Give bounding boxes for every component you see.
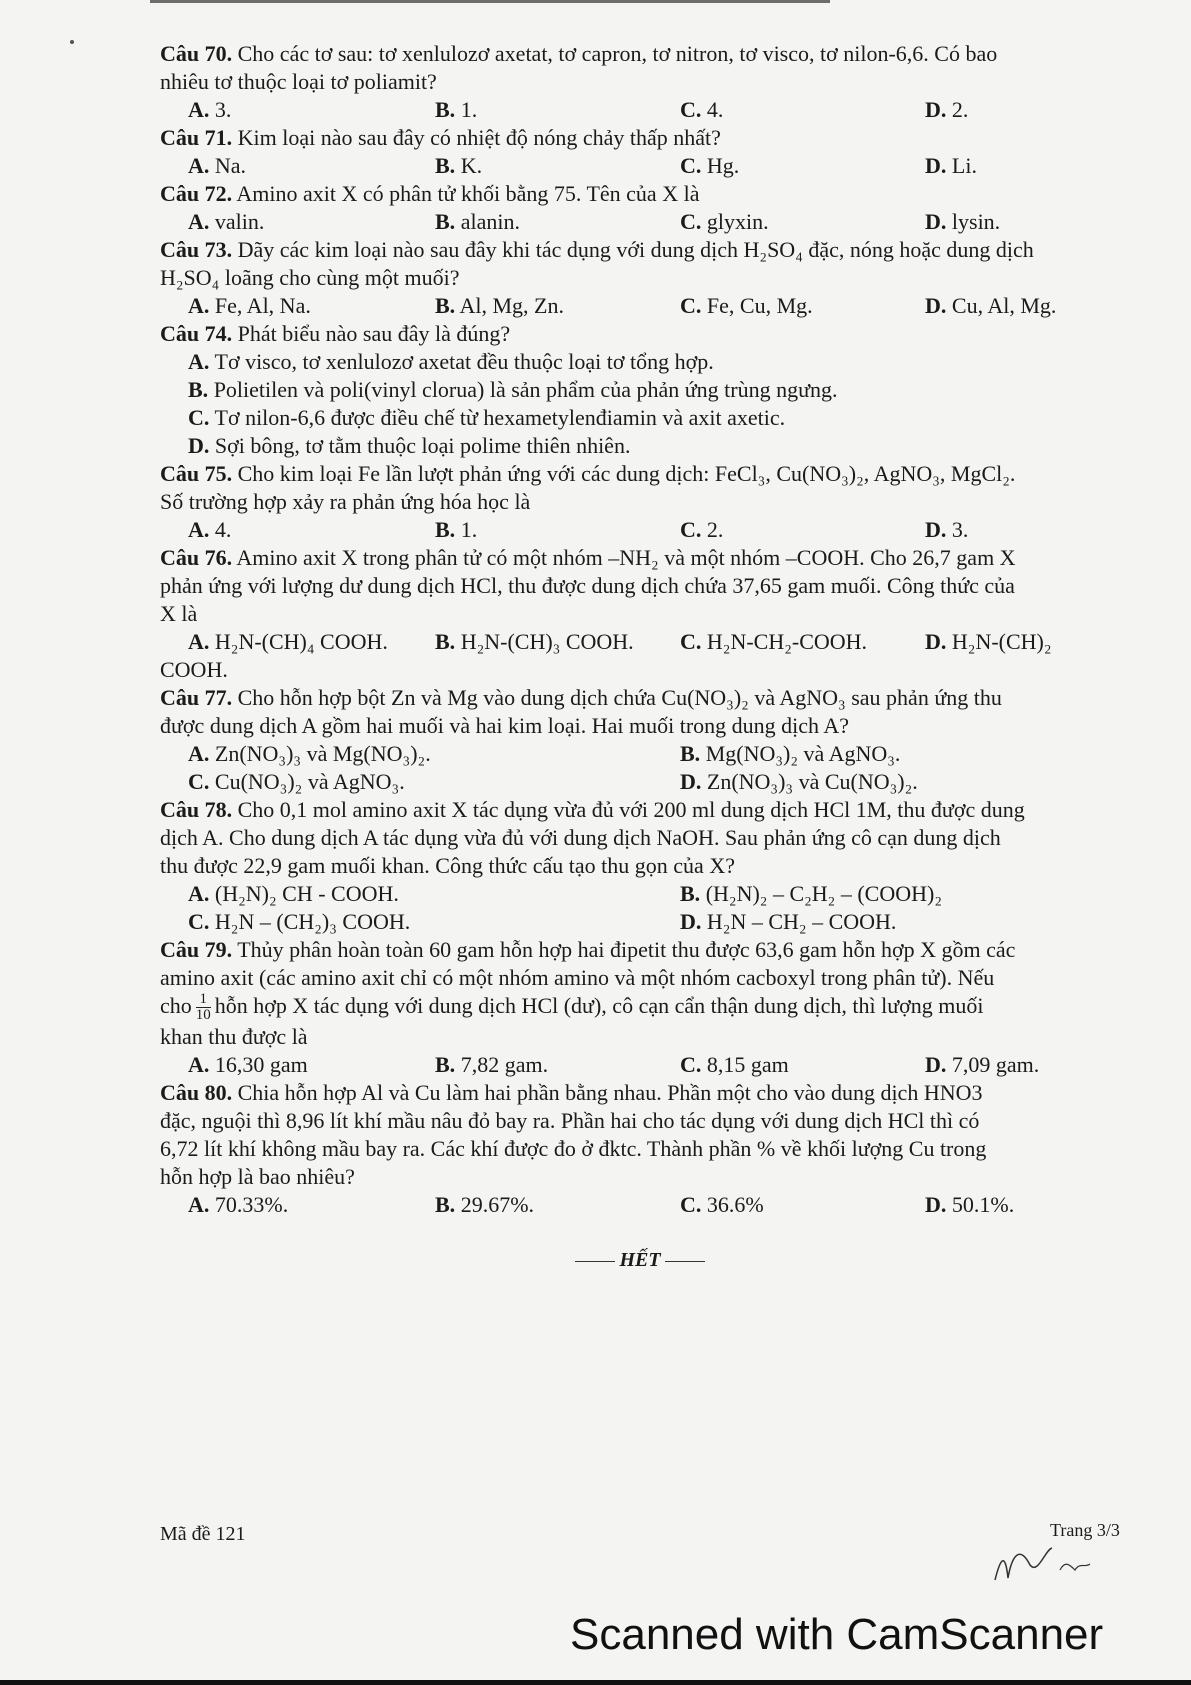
question-text-line [160,1163,1120,1191]
question-text: Amino axit X có phân tử khối bằng 75. Tên của X là [236,181,700,206]
option-text: Hg. [706,153,740,178]
option-letter: C. [188,769,210,794]
option-letter: A. [188,881,210,906]
option-c [188,908,410,936]
question-text: H₂SO₄ loãng cho cùng một muối? [160,265,460,290]
option-c [188,768,405,796]
question-text: Chia hỗn hợp Al và Cu làm hai phần bằng nhau. Phần một cho vào dung dịch HNO3 [237,1080,983,1106]
option-text: 4. [706,97,724,122]
option-text: 3. [214,97,232,122]
option-text: 4. [214,517,232,542]
option-text: glyxin. [706,209,769,234]
question-text: Phát biểu nào sau đây là đúng? [237,321,511,346]
question-79 [160,936,1120,1079]
question-text-line [160,964,1120,992]
option-d [925,96,968,124]
option-d [925,1051,1039,1079]
option-letter: A. [188,741,210,766]
option-c [680,516,723,544]
option-letter: D. [680,769,702,794]
question-text: Cho 0,1 mol amino axit X tác dụng vừa đủ với 200 ml dung dịch HCl 1M, thu được dung [237,797,1025,822]
question-text-line [160,460,1120,488]
question-text: đặc, nguội thì 8,96 lít khí mầu nâu đỏ bay ra. Phần hai cho tác dụng với dung dịch HCl thì có [160,1108,980,1134]
option-text: Fe, Cu, Mg. [706,293,813,318]
option-d [680,908,896,936]
question-number: Câu 71. [160,125,233,150]
option-text: 29.67%. [460,1192,535,1218]
question-text-line [160,852,1120,880]
option-c [680,1051,789,1079]
question-number: Câu 77. [160,685,233,710]
option-letter: C. [680,629,702,654]
option-b [435,292,564,320]
option-a [188,628,388,656]
option-text: Mg(NO₃)₂ và AgNO₃. [705,741,901,766]
option-text: Fe, Al, Na. [214,293,311,318]
option-continuation [160,656,1120,684]
question-text-line [160,1023,1120,1051]
exam-code: Mã đề 121 [160,1523,246,1545]
option-text: 7,82 gam. [460,1052,549,1078]
option-text: H₂N-CH₂-COOH. [706,629,868,654]
option-letter: B. [680,881,701,906]
question-text: amino axit (các amino axit chỉ có một nhóm amino và một nhóm cacboxyl trong phân tử). Nếu [160,965,995,990]
option-letter: A. [188,1052,210,1078]
option-c [160,404,1120,432]
option-text: 3. [951,517,969,542]
question-text-line [160,824,1120,852]
option-letter: B. [680,741,701,766]
page-number: Trang 3/3 [1050,1520,1120,1540]
option-text: Tơ visco, tơ xenlulozơ axetat đều thuộc loại tơ tổng hợp. [214,349,714,374]
option-c [680,208,769,236]
option-text: 8,15 gam [706,1052,789,1078]
option-a [188,96,231,124]
scan-bottom-edge [0,1680,1191,1685]
option-text: alanin. [460,209,520,234]
option-text: Al, Mg, Zn. [459,293,564,318]
question-text-line [160,992,1120,1023]
option-letter: B. [435,1192,456,1218]
question-text: Số trường hợp xảy ra phản ứng hóa học là [160,489,531,514]
option-letter: C. [680,1052,702,1078]
question-71 [160,124,1120,180]
question-text: Kim loại nào sau đây có nhiệt độ nóng chảy thấp nhất? [237,125,721,150]
option-letter: C. [680,209,702,234]
option-letter: A. [188,153,210,178]
option-c [680,292,813,320]
option-c [680,1191,764,1219]
option-text: valin. [214,209,265,234]
option-text: 36.6% [706,1192,764,1218]
option-letter: C. [188,405,210,430]
option-text: Na. [214,153,247,178]
question-text: hỗn hợp X tác dụng với dung dịch HCl (dư), cô cạn cẩn thận dung dịch, thì lượng muối [214,993,984,1018]
options-row [160,880,1120,908]
question-text: nhiêu tơ thuộc loại tơ poliamit? [160,69,437,94]
question-text: Cho kim loại Fe lần lượt phản ứng với các dung dịch: FeCl₃, Cu(NO₃)₂, AgNO₃, MgCl₂. [237,461,1016,486]
question-text-line [160,936,1120,964]
question-text: cho [160,993,192,1018]
question-text: Cho các tơ sau: tơ xenlulozơ axetat, tơ capron, tơ nitron, tơ visco, tơ nilon-6,6. Có bao [237,41,998,66]
question-text-line [160,180,1120,208]
question-text-line [160,1135,1120,1163]
question-77 [160,684,1120,796]
option-letter: B. [435,97,456,122]
option-text: Li. [951,153,977,178]
option-text: Zn(NO₃)₃ và Cu(NO₃)₂. [706,769,918,794]
option-text: H₂N-(CH)₄ COOH. [214,629,388,654]
option-d [680,768,918,796]
option-letter: A. [188,97,210,122]
option-a [188,880,399,908]
option-text: H₂N – CH₂ – COOH. [706,909,897,934]
question-text-line [160,1079,1120,1107]
option-letter: D. [925,517,947,542]
question-number: Câu 72. [160,181,233,206]
options-row [160,768,1120,796]
option-letter: A. [188,1192,210,1218]
option-b [680,740,900,768]
fraction-numerator: 1 [196,992,211,1008]
scan-speck [70,40,74,44]
option-text: H₂N – (CH₂)₃ COOH. [214,909,411,934]
option-letter: D. [925,293,947,318]
option-letter: C. [188,909,210,934]
option-text: (H₂N)₂ CH - COOH. [214,881,399,906]
option-c [680,628,867,656]
option-a [188,152,246,180]
option-b [160,376,1120,404]
question-number: Câu 74. [160,321,233,346]
option-text: 2. [706,517,724,542]
option-letter: A. [188,293,210,318]
option-b [435,1051,548,1079]
option-letter: A. [188,629,210,654]
options-row [160,628,1120,656]
question-72 [160,180,1120,236]
option-letter: C. [680,293,702,318]
option-a [188,1051,308,1079]
option-b [435,96,477,124]
options-row [160,740,1120,768]
option-text: 1. [460,97,478,122]
question-number: Câu 73. [160,237,233,262]
option-d [925,1191,1014,1219]
question-text-line [160,544,1120,572]
option-text: 50.1%. [951,1192,1015,1218]
question-text-line [160,600,1120,628]
option-c [680,96,723,124]
question-text-line [160,264,1120,292]
options-row [160,292,1120,320]
options-row [160,908,1120,936]
option-a [188,292,311,320]
option-letter: C. [680,153,702,178]
option-letter: B. [435,629,456,654]
question-text-line [160,488,1120,516]
question-number: Câu 80. [160,1080,233,1106]
option-letter: A. [188,349,210,374]
options-row [160,96,1120,124]
option-text: K. [460,153,483,178]
option-letter: D. [925,97,947,122]
question-text: Thủy phân hoàn toàn 60 gam hỗn hợp hai đipetit thu được 63,6 gam hỗn hợp X gồm các [237,937,1016,962]
question-text: Amino axit X trong phân tử có một nhóm –NH₂ và một nhóm –COOH. Cho 26,7 gam X [236,545,1016,570]
question-number: Câu 76. [160,545,233,570]
question-text-line [160,68,1120,96]
option-d [160,432,1120,460]
option-text: 1. [460,517,478,542]
option-letter: D. [925,153,947,178]
option-text: Polietilen và poli(vinyl clorua) là sản phẩm của phản ứng trùng ngưng. [213,377,838,402]
end-text: HẾT [619,1249,661,1272]
scan-top-edge [150,0,830,3]
question-text-line [160,40,1120,68]
option-b [435,152,482,180]
end-rule-left [575,1261,615,1262]
question-74 [160,320,1120,460]
option-letter: D. [925,209,947,234]
option-d [925,152,977,180]
option-letter: A. [188,209,210,234]
option-text: 7,09 gam. [951,1052,1040,1078]
question-75 [160,460,1120,544]
question-text: dịch A. Cho dung dịch A tác dụng vừa đủ với dung dịch NaOH. Sau phản ứng cô cạn dung dịch [160,825,1001,850]
option-text: Cu, Al, Mg. [951,293,1057,318]
option-text: COOH. [160,657,228,682]
option-letter: B. [435,209,456,234]
question-text: được dung dịch A gồm hai muối và hai kim loại. Hai muối trong dung dịch A? [160,713,849,738]
option-text: 2. [951,97,969,122]
option-letter: B. [188,377,209,402]
option-d [925,516,968,544]
option-a [188,516,231,544]
question-text: khan thu được là [160,1024,308,1050]
option-d [925,292,1056,320]
option-b [435,628,634,656]
options-row [160,152,1120,180]
option-letter: B. [435,517,456,542]
question-text-line [160,236,1120,264]
fraction-denominator: 10 [195,1007,211,1024]
question-number: Câu 75. [160,461,233,486]
fraction [196,992,211,1023]
option-letter: D. [925,1052,947,1078]
question-text-line [160,124,1120,152]
handwritten-signature [990,1540,1100,1585]
option-a [188,1191,288,1219]
question-text: X là [160,601,198,626]
option-letter: B. [435,293,456,318]
question-78 [160,796,1120,936]
question-number: Câu 79. [160,937,233,962]
option-b [435,516,477,544]
question-text-line [160,1107,1120,1135]
option-letter: D. [925,629,947,654]
question-text: Cho hỗn hợp bột Zn và Mg vào dung dịch chứa Cu(NO₃)₂ và AgNO₃ sau phản ứng thu [237,685,1002,710]
question-text: hỗn hợp là bao nhiêu? [160,1164,355,1190]
option-b [435,1191,534,1219]
end-rule-right [665,1261,705,1262]
question-number: Câu 70. [160,41,233,66]
option-letter: B. [435,1052,456,1078]
option-letter: A. [188,517,210,542]
option-text: lysin. [951,209,1001,234]
option-letter: C. [680,97,702,122]
question-text-line [160,712,1120,740]
option-text: (H₂N)₂ – C₂H₂ – (COOH)₂ [705,881,943,906]
options-row [160,1191,1120,1219]
option-letter: D. [188,433,210,458]
question-text: phản ứng với lượng dư dung dịch HCl, thu được dung dịch chứa 37,65 gam muối. Công thức của [160,573,1015,598]
question-number: Câu 78. [160,797,233,822]
option-text: Zn(NO₃)₃ và Mg(NO₃)₂. [214,741,431,766]
question-text: Dãy các kim loại nào sau đây khi tác dụng với dung dịch H₂SO₄ đặc, nóng hoặc dung dịch [237,237,1034,262]
question-80 [160,1079,1120,1219]
question-text-line [160,320,1120,348]
question-76 [160,544,1120,684]
question-73 [160,236,1120,320]
option-text: Sợi bông, tơ tằm thuộc loại polime thiên nhiên. [214,433,631,458]
option-text: H₂N-(CH)₂ [951,629,1052,654]
option-text: Tơ nilon-6,6 được điều chế từ hexametylenđiamin và axit axetic. [214,405,786,430]
option-letter: B. [435,153,456,178]
option-d [925,208,1000,236]
question-70 [160,40,1120,124]
question-text-line [160,684,1120,712]
option-text: 70.33%. [214,1192,289,1218]
option-c [680,152,739,180]
options-row [160,1051,1120,1079]
question-text: thu được 22,9 gam muối khan. Công thức cấu tạo thu gọn của X? [160,853,735,878]
option-text: 16,30 gam [214,1052,308,1078]
option-d [925,628,1052,656]
option-b [680,880,942,908]
option-letter: C. [680,517,702,542]
question-text-line [160,796,1120,824]
option-text: Cu(NO₃)₂ và AgNO₃. [214,769,405,794]
camscanner-watermark: Scanned with CamScanner [570,1610,1104,1659]
options-row [160,208,1120,236]
exam-page [160,40,1120,1272]
option-a [160,348,1120,376]
question-text-line [160,572,1120,600]
option-letter: D. [925,1192,947,1218]
question-text: 6,72 lít khí không mầu bay ra. Các khí được đo ở đktc. Thành phần % về khối lượng Cu trong [160,1136,987,1162]
option-letter: C. [680,1192,702,1218]
option-a [188,740,431,768]
option-b [435,208,520,236]
option-letter: D. [680,909,702,934]
options-row [160,516,1120,544]
option-a [188,208,264,236]
option-text: H₂N-(CH)₃ COOH. [460,629,634,654]
end-marker [160,1249,1120,1272]
